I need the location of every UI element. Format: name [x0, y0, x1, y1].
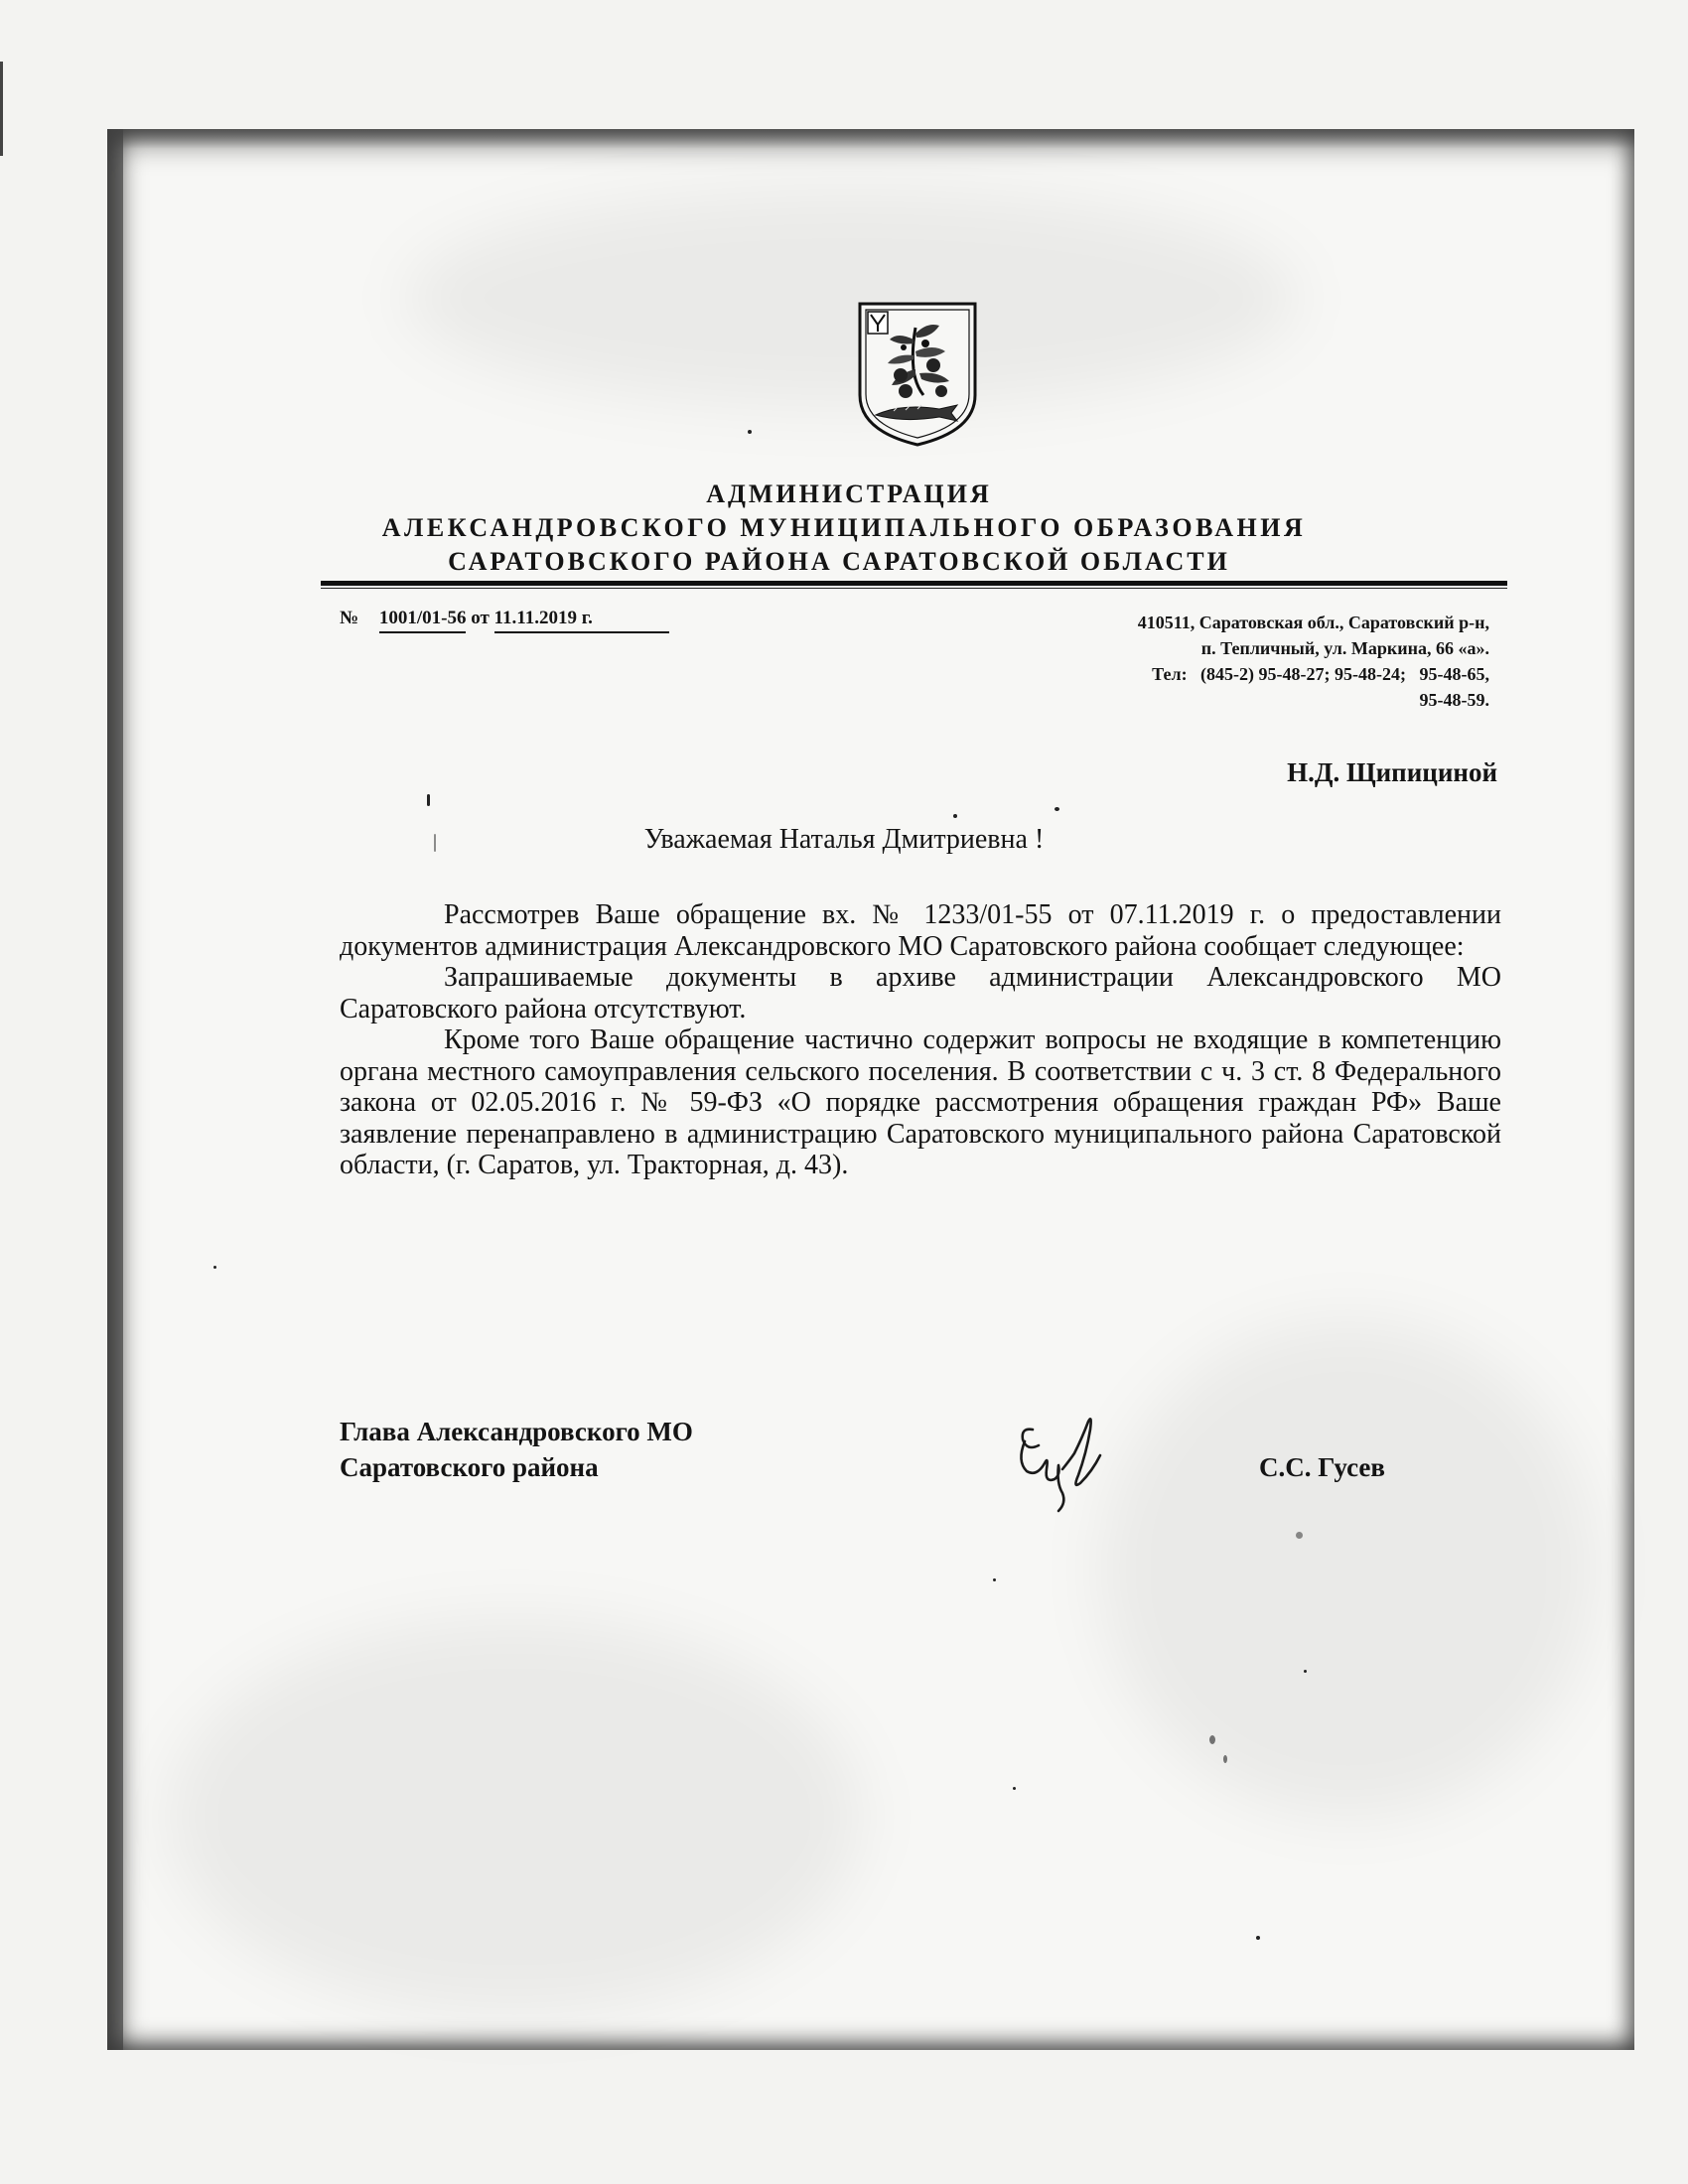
letter-body [340, 899, 1501, 1181]
handwritten-signature [1003, 1400, 1122, 1519]
sender-address [1138, 610, 1489, 713]
letterhead-rule-thin [321, 588, 1507, 589]
signatory-title-line-2: Саратовского района [340, 1452, 599, 1482]
reference-number: 1001/01-56 [379, 608, 467, 633]
scan-edge-mark [0, 62, 3, 156]
reference-date: 11.11.2019 г. [494, 608, 669, 633]
address-phone: Тел: (845-2) 95-48-27; 95-48-24; 95-48-65, [1152, 664, 1489, 684]
number-sign: № [340, 608, 359, 628]
address-line-2: п. Тепличный, ул. Маркина, 66 «а». [1200, 638, 1489, 658]
body-paragraph-1: Рассмотрев Ваше обращение вх. № 1233/01-55 от 07.11.2019 г. о предоставлении документов администрация Александровского МО Саратовского района сообщает следующее: [340, 899, 1501, 962]
signatory-title-line-1: Глава Александровского МО [340, 1417, 693, 1446]
reference-from: от [471, 608, 490, 628]
letterhead-rule [321, 581, 1507, 586]
outgoing-reference [340, 608, 669, 633]
body-paragraph-2: Запрашиваемые документы в архиве администрации Александровского МО Саратовского района отсутствуют. [340, 962, 1501, 1024]
letterhead-line-3: САРАТОВСКОГО РАЙОНА САРАТОВСКОЙ ОБЛАСТИ [448, 547, 1230, 576]
letterhead-line-1: АДМИНИСТРАЦИЯ [706, 479, 992, 508]
recipient-name: Н.Д. Щипициной [1287, 757, 1497, 787]
salutation: Уважаемая Наталья Дмитриевна ! [643, 824, 1045, 855]
address-line-1: 410511, Саратовская обл., Саратовский р-н, [1137, 613, 1489, 632]
signatory-title [340, 1414, 693, 1485]
signatory-name: С.С. Гусев [1259, 1452, 1385, 1482]
coat-of-arms-icon [854, 300, 981, 449]
address-phone-cont: 95-48-59. [1419, 690, 1489, 710]
body-paragraph-3: Кроме того Ваше обращение частично содержит вопросы не входящие в компетенцию органа местного самоуправления сельского поселения. В соответствии с ч. 3 ст. 8 Федерального закона от 02.05.2016 г. № 59-ФЗ «О порядке рассмотрения обращения граждан РФ» Ваше заявление перенаправлено в администрацию Саратовского муниципального района Саратовской области, (г. Саратов, ул. Тракторная, д. 43). [340, 1024, 1501, 1180]
letterhead-line-2: АЛЕКСАНДРОВСКОГО МУНИЦИПАЛЬНОГО ОБРАЗОВАНИЯ [381, 513, 1307, 542]
